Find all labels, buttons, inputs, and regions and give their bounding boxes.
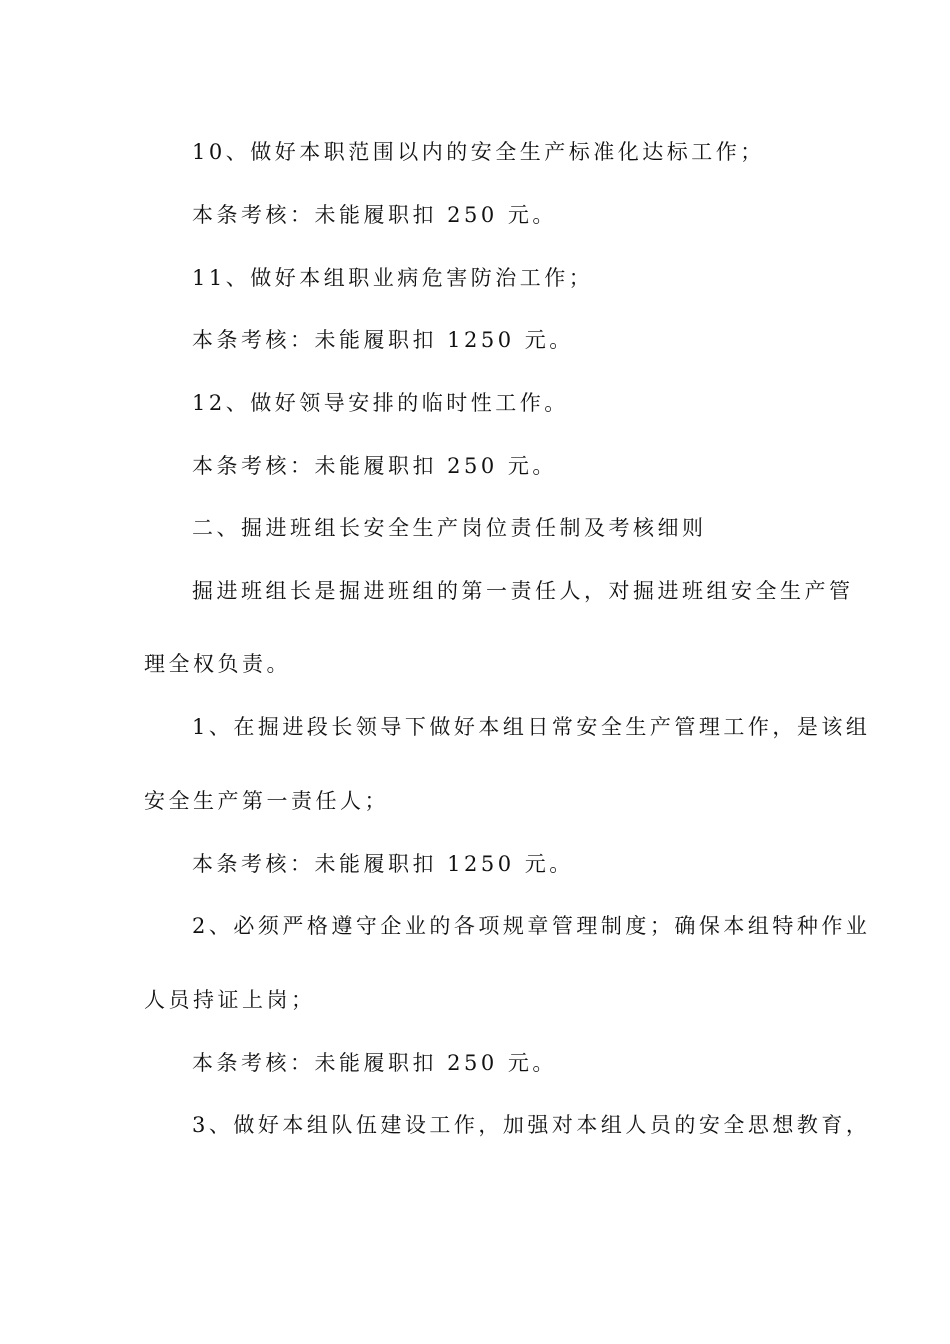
paragraph-item-1-line-1: 1、在掘进段长领导下做好本组日常安全生产管理工作，是该组 (192, 715, 871, 739)
paragraph-item-3-line-1: 3、做好本组队伍建设工作，加强对本组人员的安全思想教育， (192, 1113, 871, 1137)
paragraph-item-12: 12、做好领导安排的临时性工作。 (192, 391, 569, 415)
section-intro-line-1: 掘进班组长是掘进班组的第一责任人，对掘进班组安全生产管 (192, 579, 854, 603)
assessment-note: 本条考核：未能履职扣 250 元。 (192, 1051, 557, 1075)
paragraph-item-2-line-2: 人员持证上岗； (144, 988, 316, 1012)
section-intro-line-2: 理全权负责。 (144, 652, 291, 676)
assessment-note: 本条考核：未能履职扣 1250 元。 (192, 852, 574, 876)
assessment-note: 本条考核：未能履职扣 250 元。 (192, 203, 557, 227)
paragraph-item-1-line-2: 安全生产第一责任人； (144, 789, 389, 813)
assessment-note: 本条考核：未能履职扣 1250 元。 (192, 328, 574, 352)
section-heading: 二、掘进班组长安全生产岗位责任制及考核细则 (192, 516, 707, 540)
assessment-note: 本条考核：未能履职扣 250 元。 (192, 454, 557, 478)
paragraph-item-2-line-1: 2、必须严格遵守企业的各项规章管理制度；确保本组特种作业 (192, 914, 871, 938)
paragraph-item-11: 11、做好本组职业病危害防治工作； (192, 266, 594, 290)
paragraph-item-10: 10、做好本职范围以内的安全生产标准化达标工作； (192, 140, 765, 164)
